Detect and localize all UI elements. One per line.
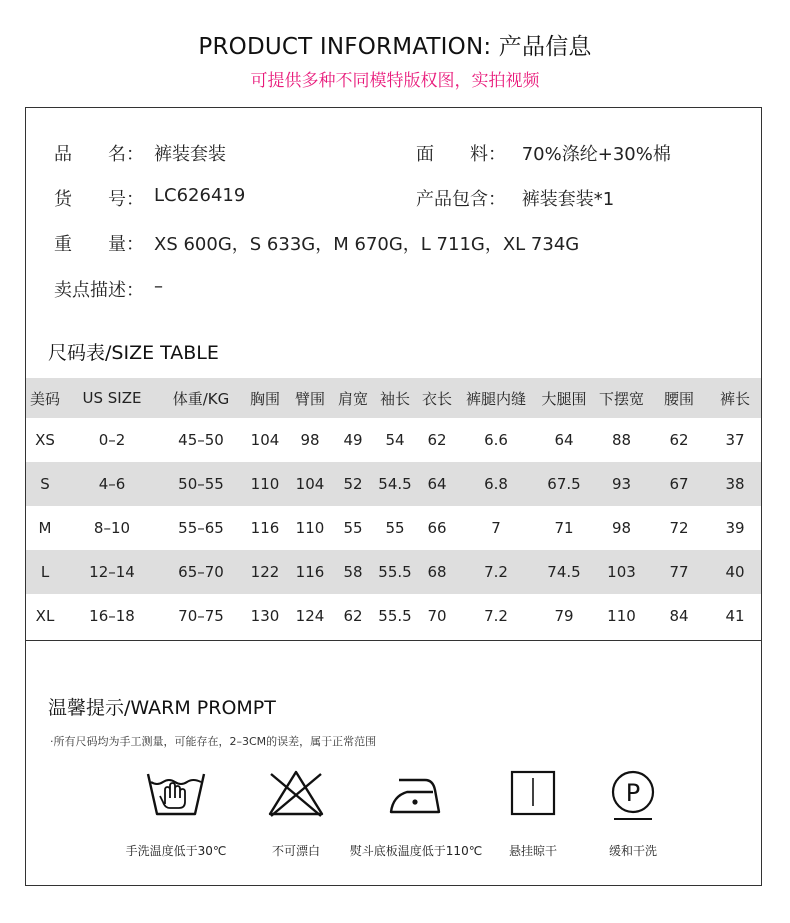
table-cell: 62 [343,607,363,625]
table-cell: 62 [669,431,689,449]
table-cell: 77 [649,550,709,594]
material-label: 面 料： [416,144,506,165]
contents-value: 裤装套装*1 [521,189,615,210]
header-cell: 体重/KG [160,378,242,418]
table-cell: 110 [607,607,636,625]
contents-label: 产品包含： [416,189,506,210]
table-cell: 65–70 [160,550,242,594]
table-cell: 55.5 [378,607,412,625]
measurement-note: ·所有尺码均为手工测量，可能存在，2–3CM的误差，属于正常范围 [50,735,377,748]
warm-prompt-title: 温馨提示/WARM PROMPT [48,697,276,719]
section-divider [26,640,761,641]
table-cell: 124 [295,607,325,625]
table-cell: 7.2 [484,607,508,625]
info-sku-row [54,185,245,211]
header-cell: 裤腿内缝 [458,378,534,418]
table-row [26,550,761,594]
header-cell: 肩宽 [332,378,374,418]
table-cell: 50–55 [160,462,242,506]
table-cell: 98 [611,519,632,537]
page-subtitle: 可提供多种不同模特版权图，实拍视频 [250,71,540,91]
table-cell: 49 [343,431,363,449]
hand-wash-icon [145,768,207,820]
table-cell: 79 [554,607,574,625]
table-cell: M [38,519,52,537]
table-cell: 116 [250,519,280,537]
table-cell: 7.2 [458,550,534,594]
table-cell: 98 [300,431,320,449]
header-cell: 下摆宽 [594,378,649,418]
table-cell: 7 [491,519,501,537]
table-cell: 12–14 [64,550,160,594]
table-cell: 104 [288,462,332,506]
care-label: 熨斗底板温度低于110℃ [349,844,483,858]
table-cell: 62 [427,431,447,449]
table-cell: 45–50 [178,431,224,449]
header-cell: 袖长 [374,378,416,418]
table-cell: 55 [385,519,405,537]
name-value: 裤装套装 [154,144,226,165]
table-cell: 71 [554,519,574,537]
table-cell: 68 [416,550,458,594]
table-header-row [26,378,761,418]
info-selling-row [54,276,163,302]
table-cell: S [26,462,64,506]
header-cell: 胸围 [242,378,288,418]
table-cell: 38 [709,462,761,506]
material-value: 70%涤纶+30%棉 [521,144,671,165]
table-cell: 54 [385,431,405,449]
table-cell: 67 [649,462,709,506]
sku-value: LC626419 [154,185,246,206]
care-label: 手洗温度低于30℃ [125,844,227,858]
table-cell: 116 [288,550,332,594]
selling-label: 卖点描述： [54,280,144,301]
info-weight-row [54,230,579,256]
header-cell: US SIZE [64,378,160,418]
no-bleach-icon [265,768,327,820]
table-cell: 52 [332,462,374,506]
table-cell: XL [35,607,55,625]
table-cell: 39 [725,519,745,537]
table-row [26,506,761,550]
table-cell: 104 [250,431,280,449]
header-cell: 大腿围 [534,378,594,418]
svg-text:P: P [625,779,641,807]
care-item-no-bleach [226,768,366,859]
info-name-row [54,140,226,166]
table-cell: 55–65 [178,519,224,537]
care-label: 不可漂白 [271,844,320,858]
table-cell: 8–10 [93,519,131,537]
table-row [26,462,761,506]
table-cell: 74.5 [534,550,594,594]
header-cell: 裤长 [709,378,761,418]
sku-label: 货 号： [54,189,144,210]
table-cell: 4–6 [64,462,160,506]
table-row [26,418,761,462]
care-label: 悬挂晾干 [508,844,557,858]
dry-clean-icon [602,768,664,824]
name-label: 品 名： [54,144,144,165]
size-table [26,378,761,638]
weight-value: XS 600G，S 633G，M 670G，L 711G，XL 734G [154,234,580,255]
table-cell: 110 [242,462,288,506]
table-cell: XS [35,431,55,449]
table-cell: 0–2 [98,431,126,449]
table-cell: 54.5 [374,462,416,506]
table-cell: 6.8 [458,462,534,506]
header-cell: 臂围 [288,378,332,418]
table-cell: L [26,550,64,594]
table-row [26,594,761,638]
table-cell: 122 [242,550,288,594]
size-table-title: 尺码表/SIZE TABLE [48,342,219,364]
table-cell: 66 [427,519,447,537]
care-item-dry-clean [563,768,703,859]
info-contents-row [416,185,614,211]
table-cell: 41 [725,607,745,625]
table-cell: 64 [416,462,458,506]
table-cell: 55.5 [374,550,416,594]
table-cell: 88 [611,431,632,449]
header-cell: 衣长 [416,378,458,418]
table-cell: 16–18 [89,607,135,625]
header-cell: 腰围 [649,378,709,418]
weight-label: 重 量： [54,234,144,255]
table-cell: 103 [594,550,649,594]
table-cell: 70 [427,607,447,625]
care-label: 缓和干洗 [608,844,657,858]
page-title: PRODUCT INFORMATION: 产品信息 [198,34,592,60]
iron-icon [385,768,447,820]
header-cell: 美码 [26,378,64,418]
care-item-hand-wash [106,768,246,859]
table-cell: 55 [343,519,363,537]
info-material-row [416,140,671,166]
table-cell: 64 [554,431,574,449]
product-info-panel [25,107,762,886]
table-cell: 72 [669,519,689,537]
table-cell: 58 [332,550,374,594]
table-cell: 84 [669,607,689,625]
selling-value: – [154,276,163,297]
table-cell: 40 [709,550,761,594]
table-cell: 93 [594,462,649,506]
hang-dry-icon [502,768,564,820]
table-cell: 70–75 [178,607,224,625]
table-cell: 37 [725,431,745,449]
table-cell: 6.6 [484,431,508,449]
table-cell: 130 [250,607,280,625]
table-cell: 67.5 [534,462,594,506]
table-cell: 110 [295,519,325,537]
